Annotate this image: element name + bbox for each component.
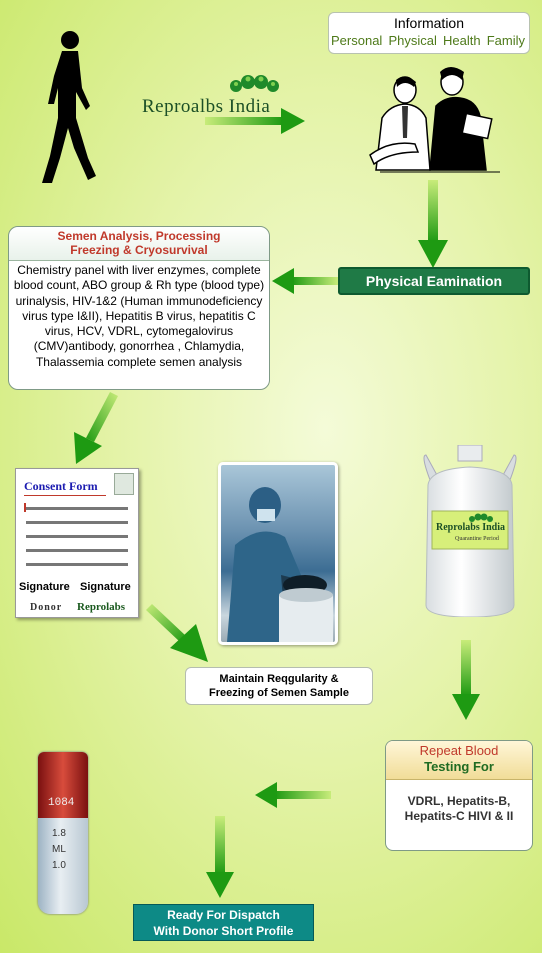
consent-form <box>15 468 139 618</box>
consent-line <box>26 535 128 538</box>
vial-volume2: ML <box>52 844 66 855</box>
arrow-down-left-icon <box>70 392 120 464</box>
information-title: Information <box>393 15 465 31</box>
vial-volume3: 1.0 <box>52 860 66 871</box>
maintain-line1: Maintain Reqgularity & <box>219 673 339 685</box>
brand-logo-icon <box>228 70 280 94</box>
arrow-down-icon <box>418 180 448 268</box>
semen-analysis-body: Chemistry panel with liver enzymes, complete blood count, ABO group & Rh type (blood type) urinalysis, HIV-1&2 (Human immunodeficiency virus type I&II), Hepatitis B virus, hepatitis C virus, HCV, VDRL, cytomegalovirus (CMV)antibody, gonorrhea , Chlamydia, Thalassemia complete semen analysis <box>13 263 265 369</box>
walking-man-icon <box>30 28 110 193</box>
consent-who-donor: Donor <box>30 602 63 613</box>
dispatch-line2: With Donor Short Profile <box>153 924 294 938</box>
repeat-blood-title2: Testing For <box>424 759 494 774</box>
vial-number: 1084 <box>48 797 75 809</box>
information-items <box>329 31 529 48</box>
repeat-blood-title1: Repeat Blood <box>419 743 499 758</box>
repeat-blood-body1: VDRL, Hepatits-B, <box>407 794 511 808</box>
consent-who-reprolabs: Reprolabs <box>77 601 126 613</box>
consent-title-underline <box>24 495 106 496</box>
lab-scene <box>221 465 335 642</box>
info-item: Health <box>442 33 481 48</box>
consent-sig-reprolabs: Signature <box>80 581 131 593</box>
info-item: Physical <box>388 33 437 48</box>
brand-name: Reproalbs India <box>142 96 271 117</box>
arrow-down-icon <box>452 640 480 720</box>
consent-line <box>26 507 128 510</box>
tank-sublabel: Quarantine Period <box>455 536 499 542</box>
repeat-blood-body <box>386 794 532 824</box>
arrow-left-icon <box>255 782 331 808</box>
maintain-box <box>185 667 373 705</box>
consent-line <box>26 521 128 524</box>
sample-vial <box>38 752 88 914</box>
semen-title-line1: Semen Analysis, Processing <box>57 229 221 243</box>
consultation-illustration <box>360 60 510 175</box>
dispatch-line1: Ready For Dispatch <box>167 908 280 922</box>
semen-title-line2: Freezing & Cryosurvival <box>70 243 208 257</box>
consent-photo <box>114 473 134 495</box>
consent-sig-donor: Signature <box>19 581 70 593</box>
physical-examination-label: Physical Eamination <box>338 267 530 295</box>
lab-photo <box>218 462 338 645</box>
arrow-left-icon <box>272 268 338 294</box>
info-item: Personal <box>331 33 383 48</box>
maintain-line2: Freezing of Semen Sample <box>209 687 349 699</box>
semen-analysis-header <box>9 227 269 261</box>
consent-line <box>26 549 128 552</box>
info-item: Family <box>486 33 525 48</box>
vial-volume1: 1.8 <box>52 828 66 839</box>
dispatch-label <box>133 904 314 941</box>
information-box <box>328 12 530 54</box>
semen-analysis-box <box>8 226 270 390</box>
repeat-blood-body2: Hepatits-C HIVI & II <box>404 809 514 823</box>
arrow-down-right-icon <box>146 604 210 664</box>
consent-line <box>26 563 128 566</box>
tank-label: Reprolabs India <box>436 522 506 533</box>
arrow-down-icon <box>206 816 234 898</box>
repeat-blood-box <box>385 740 533 851</box>
consent-form-title: Consent Form <box>24 479 98 493</box>
arrow-right-icon <box>205 108 305 134</box>
repeat-blood-header <box>386 741 532 780</box>
